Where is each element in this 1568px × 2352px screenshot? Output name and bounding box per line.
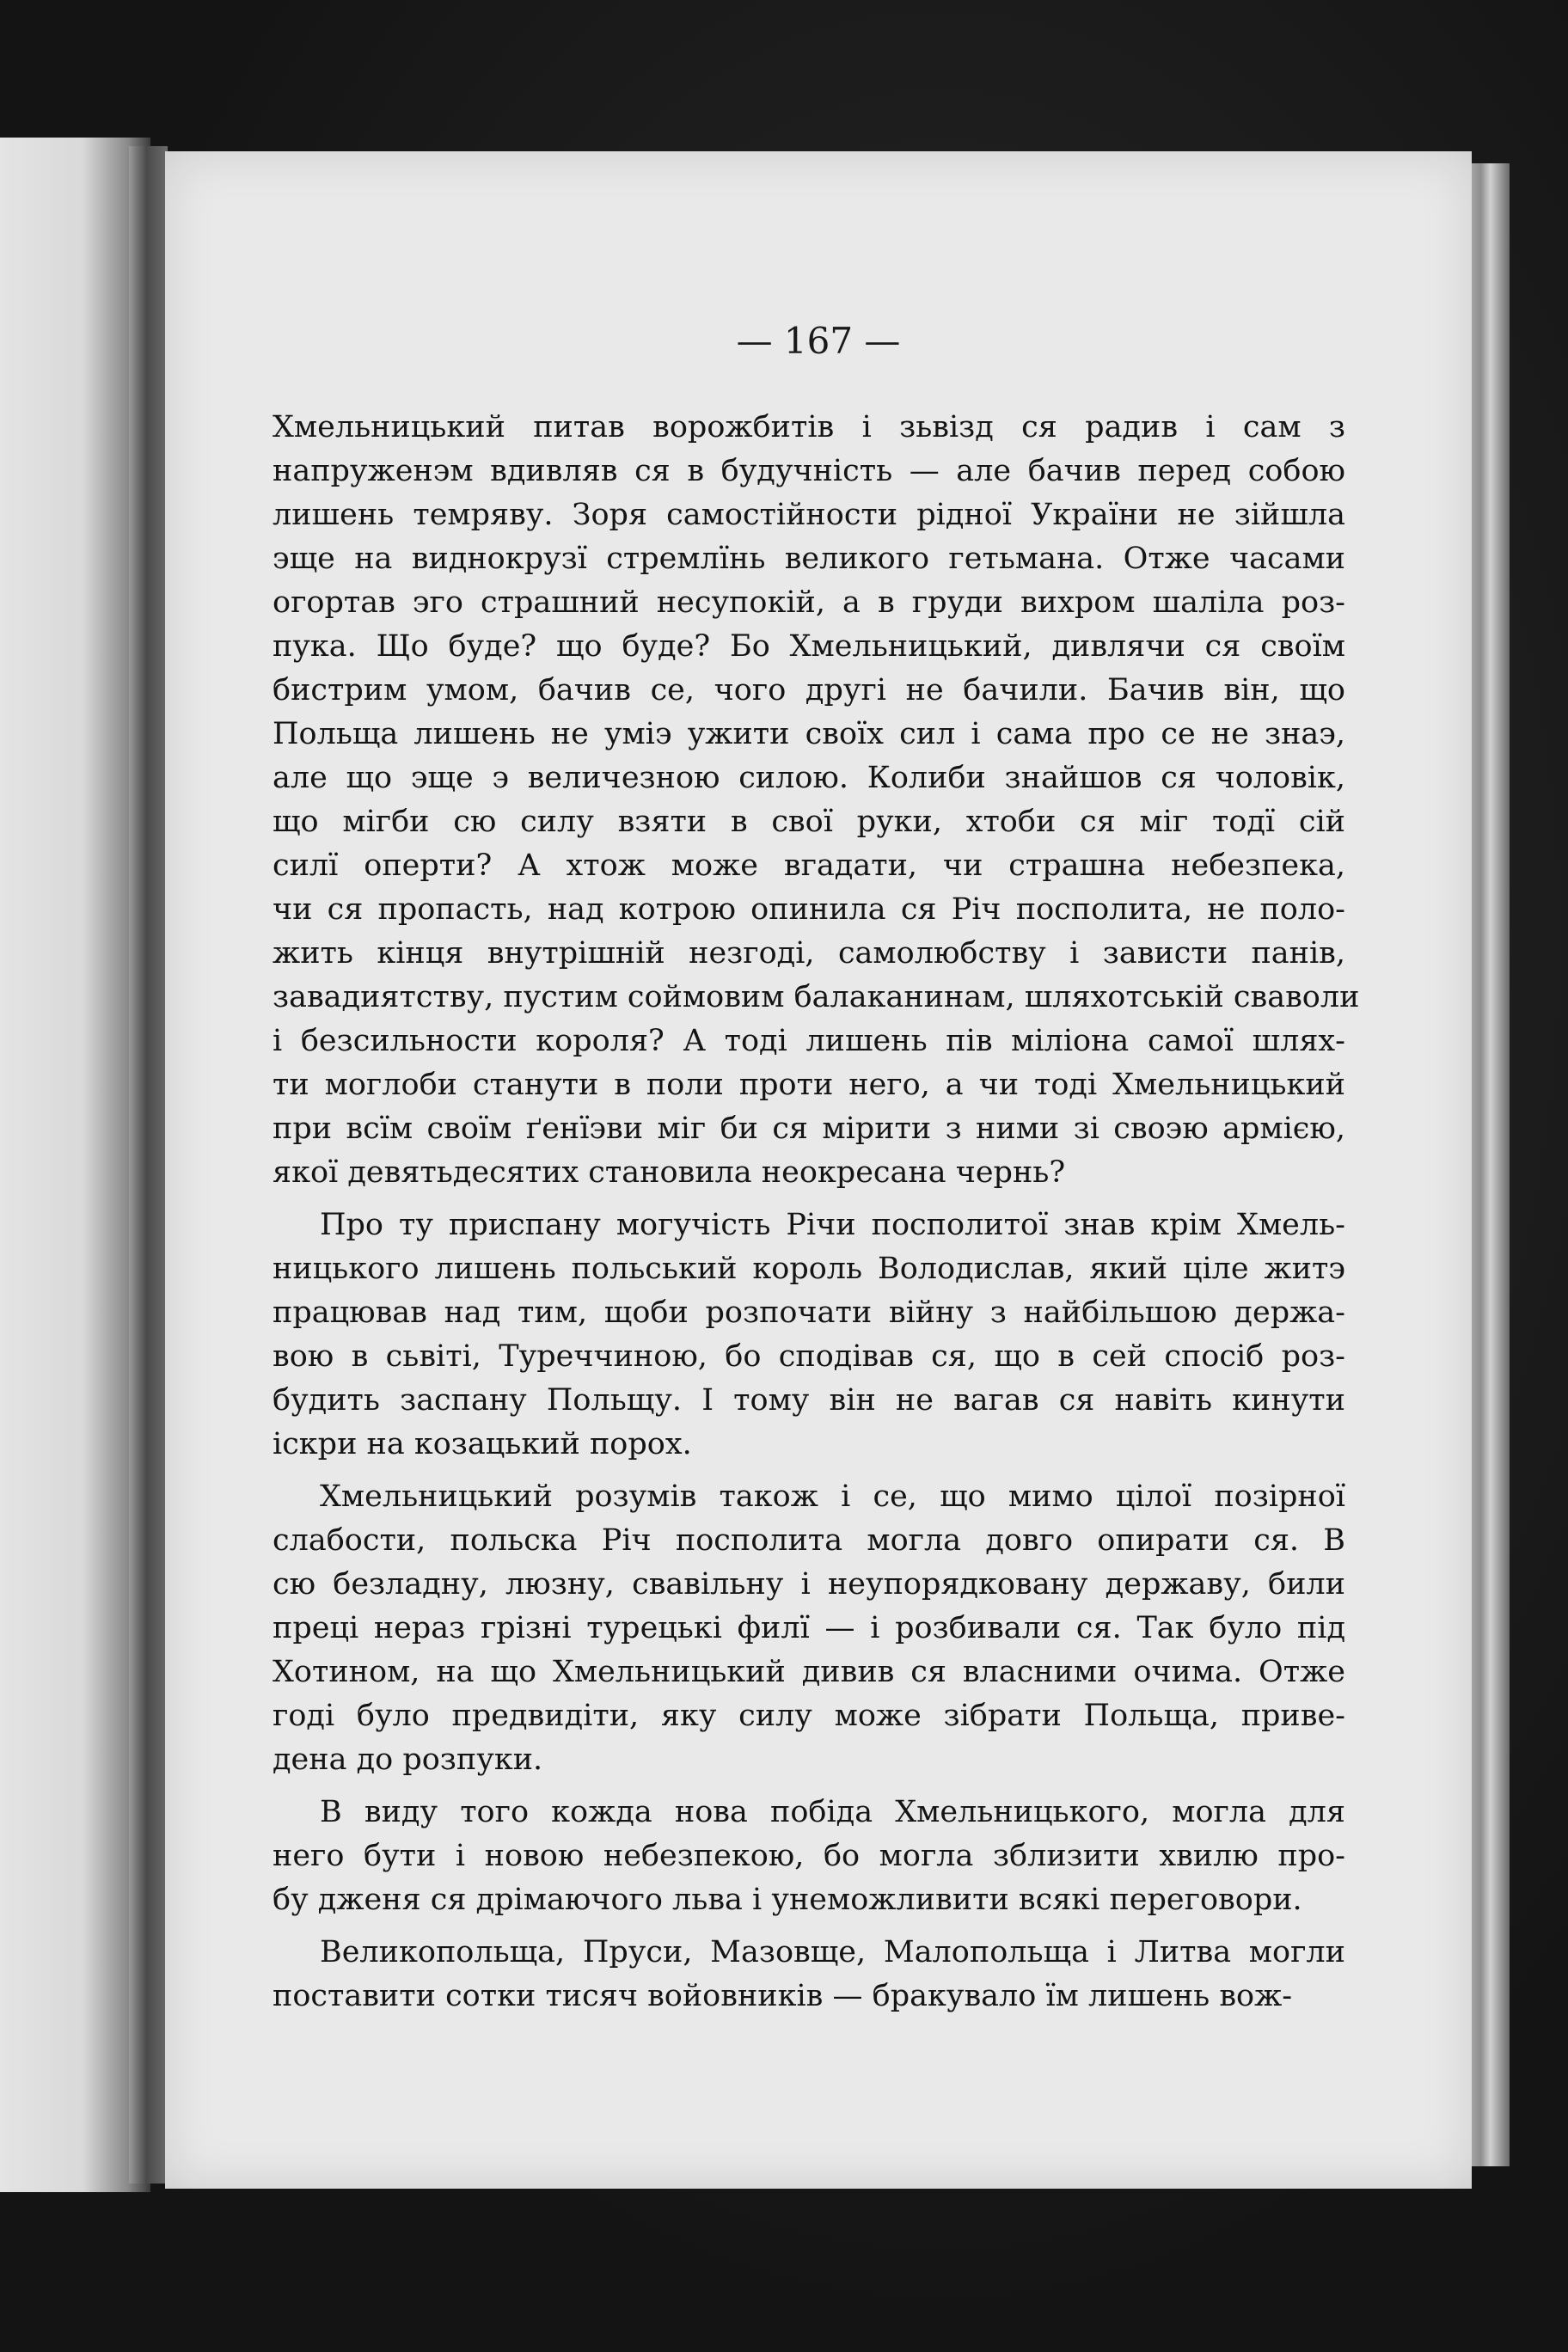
text-line: ницького лишень польський король Володислав, який ціле житэ: [273, 1252, 1345, 1286]
text-line: Великопольща, Пруси, Мазовще, Малопольща і Литва могли: [320, 1935, 1345, 1969]
text-line: пука. Що буде? що буде? Бо Хмельницький, дивлячи ся своїм: [273, 629, 1345, 664]
body-text: [273, 406, 1360, 2018]
page-number: — 167 —: [736, 320, 901, 362]
text-line: дена до розпуки.: [273, 1743, 543, 1777]
text-line: іскри на козацький порох.: [273, 1427, 692, 1461]
text-line: чи ся пропасть, над котрою опинила ся Річ посполита, не поло-: [273, 892, 1345, 927]
paragraph-gap: [273, 1782, 1345, 1791]
text-line: сю безладну, люзну, свавільну і неупорядковану державу, били: [273, 1567, 1345, 1602]
text-line: силї оперти? А хтож може вгадати, чи страшна небезпека,: [273, 848, 1345, 883]
text-line: бу дженя ся дрімаючого льва і унеможливити всякі переговори.: [273, 1883, 1302, 1917]
text-line: Хмельницький розумів також і се, що мимо цілої позірної: [320, 1479, 1345, 1514]
text-line: Про ту приспану могучість Річи посполитої знав крім Хмель-: [320, 1208, 1345, 1242]
text-line: слабости, польска Річ посполита могла довго опирати ся. В: [273, 1523, 1345, 1558]
text-line: вою в сьвіті, Туреччиною, бо сподівав ся, що в сей спосіб роз-: [273, 1339, 1345, 1374]
paragraph: [273, 1204, 1345, 1467]
text-line: якої девятьдесятих становила неокресана чернь?: [273, 1155, 1066, 1190]
text-line: В виду того кожда нова побіда Хмельницького, могла для: [320, 1795, 1345, 1829]
paragraph-gap: [273, 1467, 1345, 1475]
text-line: бистрим умом, бачив се, чого другі не бачили. Бачив він, що: [273, 673, 1345, 707]
text-line: годі було предвидіти, яку силу може зібрати Польща, приве-: [273, 1699, 1345, 1733]
text-line: Хмельницький питав ворожбитів і зьвізд ся радив і сам з: [273, 410, 1345, 444]
paragraph-gap: [273, 1195, 1345, 1204]
paragraph: [273, 1791, 1345, 1922]
paragraph: [273, 1475, 1345, 1782]
text-line: преці нераз грізні турецькі филї — і розбивали ся. Так було під: [273, 1611, 1345, 1645]
text-line: завадиятству, пустим соймовим балаканинам, шляхотській сваволи: [273, 980, 1360, 1014]
text-line: лишень темряву. Зоря самостійности рідної України не зійшла: [273, 498, 1345, 532]
paragraph: [273, 406, 1360, 1195]
text-line: ти моглоби станути в поли проти него, а чи тоді Хмельницький: [273, 1068, 1345, 1102]
text-line: него бути і новою небезпекою, бо могла зблизити хвилю про-: [273, 1839, 1345, 1873]
text-line: працював над тим, щоби розпочати війну з найбільшою держа-: [273, 1295, 1345, 1330]
text-line: будить заспану Польщу. І тому він не вагав ся навіть кинути: [273, 1383, 1345, 1418]
text-line: огортав эго страшний несупокій, а в груди вихром шаліла роз-: [273, 585, 1345, 620]
book-page: [165, 151, 1472, 2189]
text-line: при всїм своїм ґенїэви міг би ся мірити з ними зі своэю армією,: [273, 1112, 1345, 1146]
text-line: що мігби сю силу взяти в свої руки, хтоби ся міг тодї сій: [273, 805, 1345, 839]
paragraph-gap: [273, 1922, 1345, 1931]
paragraph: [273, 1931, 1345, 2018]
text-line: але що эще э величезною силою. Колиби знайшов ся чоловік,: [273, 761, 1345, 795]
book-gutter: [129, 146, 168, 2184]
text-line: Хотином, на що Хмельницький дивив ся власними очима. Отже: [273, 1655, 1345, 1689]
text-line: і безсильности короля? А тоді лишень пів міліона самої шлях-: [273, 1024, 1345, 1058]
text-line: Польща лишень не уміэ ужити своїх сил і сама про се не знаэ,: [273, 717, 1345, 751]
text-line: жить кінця внутрішній незгоді, самолюбству і зависти панів,: [273, 936, 1345, 971]
text-line: поставити сотки тисяч войовників — бракувало їм лишень вож-: [273, 1979, 1293, 2013]
text-line: эще на виднокрузї стремлїнь великого гетьмана. Отже часами: [273, 542, 1345, 576]
left-page-edge: [0, 138, 150, 2192]
text-line: напруженэм вдивляв ся в будучність — але бачив перед собою: [273, 454, 1345, 488]
